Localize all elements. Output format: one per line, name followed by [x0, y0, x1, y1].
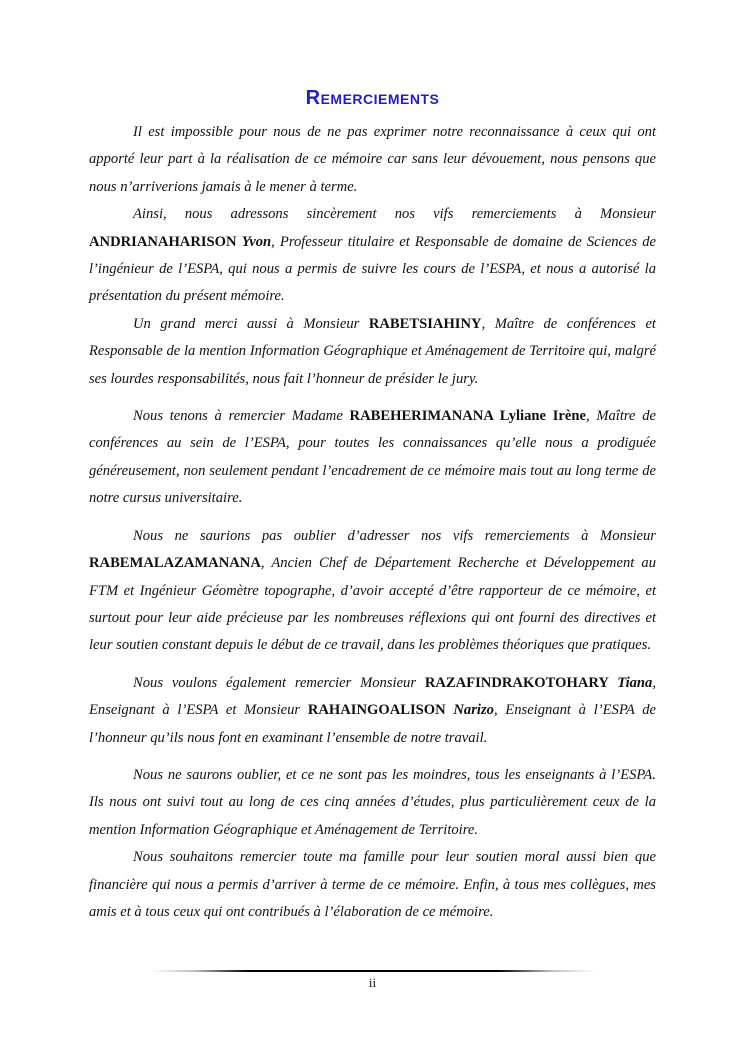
paragraph-text: Nous ne saurions pas oublier d’adresser nos vifs remerciements à Monsieur — [133, 527, 656, 544]
person-name: ANDRIANAHARISON — [89, 233, 237, 250]
paragraph-text: Il est impossible pour nous de ne pas exprimer notre reconnaissance à ceux qui ont apporté leur part à la réalisation de ce mémoire car sans leur dévouement, nous pensons que nous n’arriverions jamais à le mener à terme. — [89, 124, 656, 195]
person-firstname: Tiana — [617, 674, 653, 691]
paragraph-text: Ainsi, nous adressons sincèrement nos vifs remerciements à Monsieur — [133, 206, 656, 223]
page-title: Remerciements — [305, 87, 440, 109]
paragraph-text: , Ancien Chef de Département Recherche et Développement au FTM et Ingénieur Géomètre topographe, d’avoir accepté d’être rapporteur de ce mémoire, et surtout pour leur aide précieuse par les nombreuses réflexions qui ont fourni des directives et leur soutien constant depuis le début de ce travail, dans les problèmes théoriques que pratiques. — [89, 555, 656, 654]
person-name: RABEHERIMANANA Lyliane Irène — [349, 408, 586, 425]
person-firstname: Narizo — [453, 702, 494, 719]
page-number: ii — [368, 975, 377, 990]
paragraph-text: , Professeur titulaire et Responsable de domaine de Sciences de l’ingénieur de l’ESPA, qui nous a permis de suivre les cours de l’ESPA, et nous a autorisé la présentation du présent mémoire. — [89, 233, 656, 305]
paragraph-text: Un grand merci aussi à Monsieur — [133, 315, 369, 332]
footer-divider — [150, 970, 596, 972]
paragraph-intro — [89, 119, 656, 201]
person-name: RABETSIAHINY — [368, 315, 482, 332]
acknowledgements-body — [89, 119, 656, 926]
person-name: RABEMALAZAMANANA — [89, 555, 261, 572]
paragraph-teachers — [89, 762, 656, 844]
person-name: RAZAFINDRAKOTOHARY — [424, 674, 609, 691]
paragraph-andrianaharison — [89, 201, 656, 311]
paragraph-text: Nous tenons à remercier Madame — [133, 408, 350, 425]
paragraph-text: Nous voulons également remercier Monsieur — [133, 674, 425, 691]
paragraph-rabemalazamanana — [89, 523, 656, 660]
paragraph-examiners — [89, 670, 656, 752]
paragraph-text: Nous souhaitons remercier toute ma famille pour leur soutien moral aussi bien que financière qui nous a permis d’arriver à terme de ce mémoire. Enfin, à tous mes collègues, mes amis et à tous ceux qui ont contribués à l’élaboration de ce mémoire. — [89, 849, 656, 920]
paragraph-text: , Enseignant à l’ESPA de l’honneur qu’ils nous font en examinant l’ensemble de notre travail. — [89, 702, 656, 746]
paragraph-text: Nous ne saurons oublier, et ce ne sont pas les moindres, tous les enseignants à l’ESPA. Ils nous ont suivi tout au long de ces cinq années d’études, plus particulièrement ceux de la mention Information Géographique et Aménagement de Territoire. — [89, 766, 656, 838]
paragraph-rabeherimanana — [89, 403, 656, 513]
paragraph-text: , Maître de conférences au sein de l’ESPA, pour toutes les connaissances qu’elle nous a prodiguée généreusement, non seulement pendant l’encadrement de ce mémoire mais tout au long terme de notre cursus universitaire. — [89, 408, 657, 507]
person-name: RAHAINGOALISON — [307, 702, 446, 719]
paragraph-family — [89, 844, 656, 926]
name-space — [608, 675, 617, 691]
paragraph-text: , Enseignant à l’ESPA et Monsieur — [89, 674, 656, 719]
paragraph-text: , Maître de conférences et Responsable de la mention Information Géographique et Aménagement de Territoire qui, malgré ses lourdes responsabilités, nous fait l’honneur de présider le jury. — [89, 315, 656, 387]
paragraph-rabetsiahiny — [89, 311, 656, 393]
person-firstname: Yvon — [241, 233, 272, 250]
